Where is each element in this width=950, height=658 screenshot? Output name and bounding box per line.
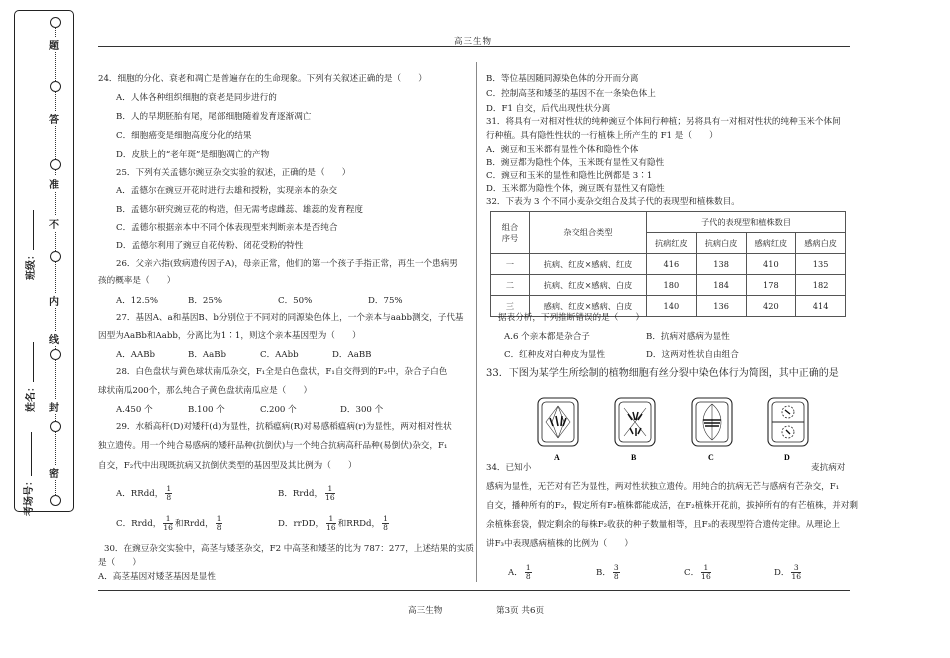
q31-line2: 行种植。具有隐性性状的一行植株上所产生的 F1 是（ ） xyxy=(486,131,718,141)
q31-option-b: B．豌豆都为隐性个体，玉米既有显性又有隐性 xyxy=(486,158,665,168)
cell-diagram-d xyxy=(768,398,808,446)
q34-line1b: 麦抗病对 xyxy=(811,463,846,473)
table-cell: 410 xyxy=(746,254,796,275)
q29-option-a-text: A．RRdd， xyxy=(116,489,164,499)
table-cell: 416 xyxy=(647,254,697,275)
q34-line4: 余植株套袋，假定剩余的每株F₂收获的种子数量相等，且F₃的表现型符合遗传定律。从理论上 xyxy=(486,520,840,530)
fraction-denominator: 8 xyxy=(216,523,222,532)
q34-option-d-text: D． xyxy=(774,568,790,578)
q24-option-d: D．皮肤上的“老年斑”是细胞凋亡的产物 xyxy=(116,150,270,160)
table-cell: 180 xyxy=(647,275,697,296)
table-cell: 136 xyxy=(696,296,746,317)
table-row xyxy=(491,275,846,296)
table-cell-id: 二 xyxy=(491,275,530,296)
q24-option-a: A．人体各种组织细胞的衰老是同步进行的 xyxy=(116,93,277,103)
cell-diagram-b xyxy=(615,398,655,446)
table-header-group-text: 组合 xyxy=(501,221,519,232)
q29-option-c xyxy=(116,515,224,532)
q25-stem: 25．下列有关孟德尔豌豆杂交实验的叙述，正确的是（ ） xyxy=(116,168,351,178)
exam-no-label: 考场号： xyxy=(20,420,34,516)
q31-line1: 31．将具有一对相对性状的纯种豌豆个体间行种植；另将具有一对相对性状的纯种玉米个体间 xyxy=(486,117,841,127)
fraction-denominator: 16 xyxy=(791,572,802,581)
footer-rule xyxy=(98,590,850,591)
fraction-numerator: 1 xyxy=(326,515,336,524)
fraction-numerator: 1 xyxy=(383,514,388,523)
fraction xyxy=(613,564,620,581)
q30-option-a: A．高茎基因对矮茎基因是显性 xyxy=(98,572,216,582)
q34-line3: 自交，播种所有的F₂，假定所有F₂植株都能成活，在F₂植株开花前，拔掉所有的有芒植株，并对剩 xyxy=(486,501,858,511)
q27-option-c: C．AAbb xyxy=(260,350,299,360)
q32-option-a: A.6 个亲本都是杂合子 xyxy=(504,332,590,342)
q25-option-c: C．孟德尔根据亲本中不同个体表现型来判断亲本是否纯合 xyxy=(116,223,338,233)
seal-circle xyxy=(50,81,61,92)
q34-line5: 讲F₃中表现感病植株的比例为（ ） xyxy=(486,539,633,549)
figure-label-b: B xyxy=(631,453,637,462)
fraction xyxy=(791,564,801,581)
q24-option-c: C．细胞癌变是细胞高度分化的结果 xyxy=(116,131,252,141)
q32-option-b: B．抗病对感病为显性 xyxy=(646,332,730,342)
fraction xyxy=(165,485,172,502)
seal-char: 内 xyxy=(49,293,59,308)
fraction xyxy=(525,564,532,581)
q26-option-b: B．25% xyxy=(188,296,223,306)
table-cell: 184 xyxy=(696,275,746,296)
q29-option-c-text2: 和Rrdd， xyxy=(174,519,214,529)
fraction-denominator: 16 xyxy=(326,523,336,532)
q29-option-b xyxy=(278,485,337,502)
table-cell: 138 xyxy=(696,254,746,275)
table-row xyxy=(491,254,846,275)
q25-option-b: B．孟德尔研究豌豆花的构造，但无需考虑雌蕊、雄蕊的发育程度 xyxy=(116,205,363,215)
seal-circle xyxy=(50,17,61,28)
seal-circle xyxy=(50,251,61,262)
seal-char: 准 xyxy=(49,176,59,191)
q28-line2: 球状南瓜200个，那么纯合子黄色盘状南瓜应是（ ） xyxy=(98,386,313,396)
q26-option-a: A．12.5% xyxy=(116,296,159,306)
fraction-denominator: 8 xyxy=(613,572,619,581)
table-cell-cross: 抗病、红皮×感病、红皮 xyxy=(530,254,647,275)
fraction-numerator: 1 xyxy=(525,563,531,572)
q29-option-a xyxy=(116,485,174,502)
q31-option-c: C．豌豆和玉米的显性和隐性比例都是 3∶1 xyxy=(486,171,653,181)
table-cell-cross: 抗病、红皮×感病、白皮 xyxy=(530,275,647,296)
seal-circle xyxy=(50,495,61,506)
q31-option-a: A．豌豆和玉米都有显性个体和隐性个体 xyxy=(486,145,639,155)
q34-option-b xyxy=(596,564,622,581)
seal-circle xyxy=(50,159,61,170)
table-cell-cross: 感病、红皮×感病、白皮 xyxy=(530,296,647,317)
q32-ask: 据表分析，下列推断错误的是（ ） xyxy=(498,313,645,323)
q26-option-c: C．50% xyxy=(278,296,313,306)
q27-option-d: D．AaBB xyxy=(332,350,372,360)
q29-option-b-text: B．Rrdd， xyxy=(278,489,324,499)
column-divider xyxy=(476,62,477,582)
q30-option-d: D．F1 自交，后代出现性状分离 xyxy=(486,104,611,114)
fraction-numerator: 1 xyxy=(166,484,172,493)
table-header-offspring: 子代的表现型和植株数目 xyxy=(647,212,846,233)
fraction-denominator: 16 xyxy=(163,523,173,532)
table-cell: 178 xyxy=(746,275,796,296)
seal-char: 不 xyxy=(49,216,59,231)
q34-line2: 感病为显性，无芒对有芒为显性，两对性状独立遗传。用纯合的抗病无芒与感病有芒杂交，F₁ xyxy=(486,482,840,492)
fraction-numerator: 1 xyxy=(163,515,173,524)
q30-line1: 30．在豌豆杂交实验中，高茎与矮茎杂交，F2 中高茎和矮茎的比为 787：277，上述结果的实质 xyxy=(104,544,475,554)
figure-label-c: C xyxy=(708,453,714,462)
q33-figure xyxy=(520,392,820,464)
q25-option-a: A．孟德尔在豌豆开花时进行去雄和授粉，实现亲本的杂交 xyxy=(116,186,338,196)
q29-option-d-text2: 和RRDd， xyxy=(337,519,381,529)
q32-option-c: C．红种皮对白种皮为显性 xyxy=(504,350,606,360)
q27-line2: 因型为AaBb和Aabb，分离比为1∶1，则这个亲本基因型为（ ） xyxy=(98,331,361,341)
fraction-numerator: 3 xyxy=(791,564,801,573)
q26-option-d: D．75% xyxy=(368,296,403,306)
q31-option-d: D．玉米都为隐性个体，豌豆既有显性又有隐性 xyxy=(486,184,665,194)
seal-char: 答 xyxy=(49,111,59,126)
table-cell: 420 xyxy=(746,296,796,317)
fraction-numerator: 1 xyxy=(701,564,711,573)
table-cell: 140 xyxy=(647,296,697,317)
q30-option-c: C．控制高茎和矮茎的基因不在一条染色体上 xyxy=(486,89,656,99)
footer-subject: 高三生物 xyxy=(408,606,443,616)
q29-option-d xyxy=(278,515,391,532)
fraction xyxy=(325,485,335,502)
table-header-cross: 杂交组合类型 xyxy=(530,212,647,254)
q26-line2: 孩的概率是（ ） xyxy=(98,276,176,286)
q29-line3: 自交，F₂代中出现既抗病又抗倒伏类型的基因型及其比例为（ ） xyxy=(98,461,357,471)
q32-option-d: D．这两对性状自由组合 xyxy=(646,350,739,360)
q29-option-d-text: D．rrDD， xyxy=(278,519,325,529)
fraction-denominator: 16 xyxy=(325,493,335,502)
q32-stem: 32．下表为 3 个不同小麦杂交组合及其子代的表现型和植株数目。 xyxy=(486,197,740,207)
fraction-denominator: 8 xyxy=(166,493,172,502)
cell-diagram-c xyxy=(692,398,732,446)
fraction xyxy=(163,515,173,532)
cell-diagram-a xyxy=(538,398,578,446)
q24-option-b: B．人的早期胚胎有尾，尾部细胞随着发育逐渐凋亡 xyxy=(116,112,312,122)
q34-option-d xyxy=(774,564,803,581)
footer-page: 第3页 共6页 xyxy=(496,606,545,616)
table-cell: 414 xyxy=(796,296,846,317)
q28-option-a: A.450 个 xyxy=(116,405,153,415)
table-col-header: 抗病红皮 xyxy=(647,233,697,254)
table-cell: 135 xyxy=(796,254,846,275)
q28-option-c: C.200 个 xyxy=(260,405,297,415)
name-label: 姓名： xyxy=(22,332,36,412)
q24-stem: 24．细胞的分化、衰老和凋亡是普遍存在的生命现象。下列有关叙述正确的是（ ） xyxy=(98,74,427,84)
table-cell-id: 一 xyxy=(491,254,530,275)
q34-line1a: 34．已知小 xyxy=(486,463,532,473)
fraction-denominator: 16 xyxy=(701,572,711,581)
figure-label-d: D xyxy=(784,453,790,462)
q34-option-a xyxy=(508,564,534,581)
q29-line1: 29．水稻高秆(D)对矮秆(d)为显性，抗稻瘟病(R)对易感稻瘟病(r)为显性，两对相对性状 xyxy=(116,422,452,432)
fraction xyxy=(216,515,223,532)
seal-char: 密 xyxy=(49,465,59,480)
table-col-header: 感病红皮 xyxy=(746,233,796,254)
fraction-numerator: 3 xyxy=(613,563,619,572)
fraction-denominator: 8 xyxy=(383,523,388,532)
q34-option-a-text: A． xyxy=(508,568,523,578)
table-col-header: 抗病白皮 xyxy=(696,233,746,254)
q29-option-c-text: C．Rrdd， xyxy=(116,519,162,529)
table-cell-id: 三 xyxy=(491,296,530,317)
figure-label-a: A xyxy=(554,453,560,462)
q34-option-c xyxy=(684,564,713,581)
q33-stem: 33．下图为某学生所绘制的植物细胞有丝分裂中染色体行为简图，其中正确的是 xyxy=(486,368,839,379)
q27-option-a: A．AABb xyxy=(116,350,156,360)
table-cell: 182 xyxy=(796,275,846,296)
fraction-numerator: 1 xyxy=(325,485,335,494)
q25-option-d: D．孟德尔利用了豌豆自花传粉、闭花受粉的特性 xyxy=(116,241,304,251)
binding-margin xyxy=(14,10,74,516)
class-label: 班级： xyxy=(22,200,36,280)
q26-line1: 26．父亲六指(致病遗传因子A)，母亲正常，他们的第一个孩子手指正常，再生一个患病男 xyxy=(116,259,458,269)
q34-option-b-text: B． xyxy=(596,568,611,578)
seal-char: 封 xyxy=(49,399,59,414)
fraction xyxy=(326,515,336,532)
q29-line2: 独立遗传。用一个纯合易感病的矮秆品种(抗倒伏)与一个纯合抗病高秆品种(易倒伏)杂交，F₁ xyxy=(98,441,448,451)
page-header-title: 高三生物 xyxy=(454,37,493,47)
header-rule xyxy=(98,46,850,47)
table-header-seq-text: 序号 xyxy=(501,232,519,243)
fraction-denominator: 8 xyxy=(525,572,531,581)
fraction-numerator: 1 xyxy=(216,514,222,523)
table-col-header: 感病白皮 xyxy=(796,233,846,254)
fraction xyxy=(701,564,711,581)
seal-char: 线 xyxy=(49,331,59,346)
q30-line2: 是（ ） xyxy=(98,558,141,568)
q34-option-c-text: C． xyxy=(684,568,700,578)
q28-line1: 28．白色盘状与黄色球状南瓜杂交，F₁全是白色盘状，F₁自交得到的F₂中，杂合子白色 xyxy=(116,367,448,377)
q28-option-b: B.100 个 xyxy=(188,405,225,415)
table-header-group xyxy=(491,212,530,254)
seal-circle xyxy=(50,421,61,432)
seal-circle xyxy=(50,349,61,360)
q30-option-b: B．等位基因随同源染色体的分开而分离 xyxy=(486,74,639,84)
seal-char: 题 xyxy=(49,37,59,52)
fraction xyxy=(382,515,389,532)
q27-option-b: B．AaBb xyxy=(188,350,227,360)
q27-line1: 27．基因A、a和基因B、b分别位于不同对的同源染色体上，一个亲本与aabb测交，子代基 xyxy=(116,313,464,323)
q28-option-d: D．300 个 xyxy=(340,405,384,415)
q32-table xyxy=(490,211,846,317)
